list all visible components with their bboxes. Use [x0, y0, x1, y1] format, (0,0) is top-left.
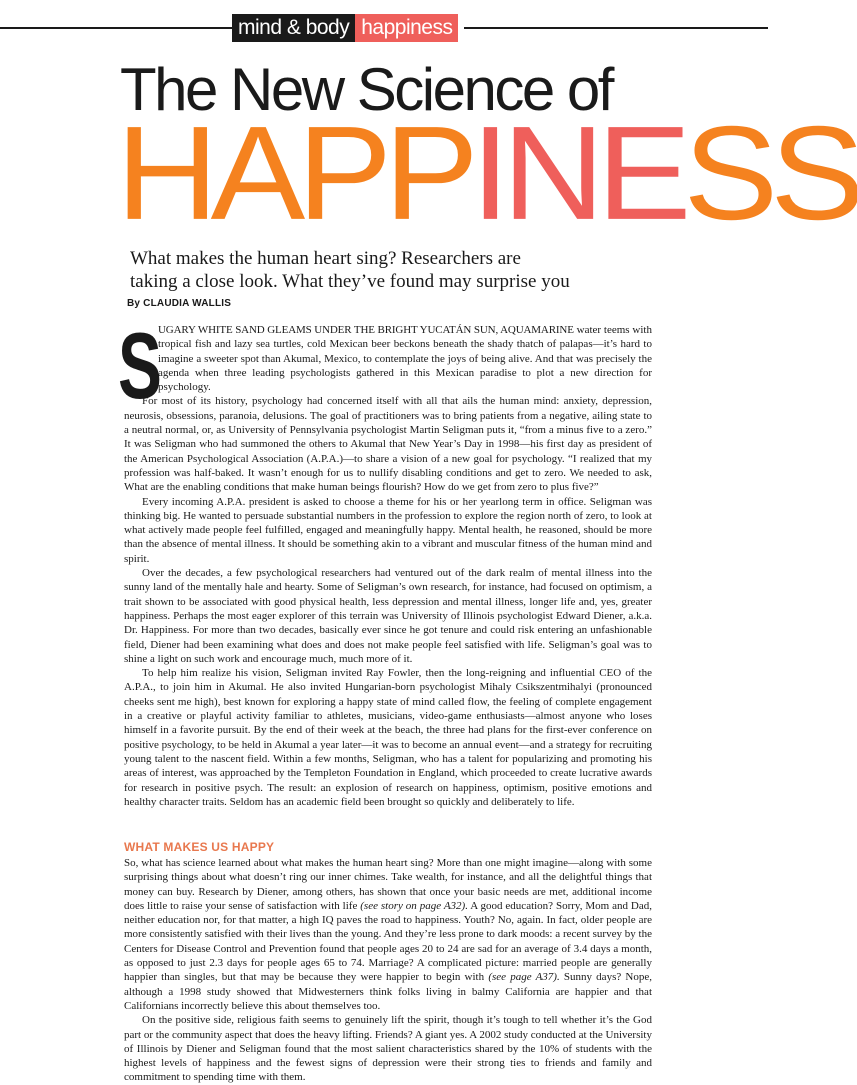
intro-smallcaps: UGARY WHITE SAND GLEAMS UNDER THE BRIGHT YUCATÁN SUN, AQUAMARINE: [158, 324, 574, 336]
headline-happiness: [116, 98, 857, 249]
page-reference: (see story on page A32).: [360, 899, 468, 912]
text-run: So, what has science learned about what makes the human heart sing? More than one might imagine—along with some surprising things about what doesn’t ring our inner chimes. Take wealth, for instance, and all the delightful things that money can buy. Research by Diener, among others, has shown that once your basic needs are met, additional income does little to raise your sense of satisfaction with life: [124, 857, 652, 912]
paragraph-text: water teems with tropical fish and lazy sea turtles, cold Mexican beer beckons beneath the shady thatch of palapas—it’s hard to imagine a sweeter spot than Akumal, Mexico, to contemplate the joys of being alive. And that was precisely the agenda when three leading psychologists gathered in this Mexican paradise to plot a new direction for psychology.: [158, 324, 652, 394]
header-rule-right: [464, 27, 768, 29]
deck: [130, 247, 690, 293]
headline-letter: N: [502, 98, 597, 249]
subhead: WHAT MAKES US HAPPY: [124, 840, 275, 854]
deck-line: taking a close look. What they’ve found may surprise you: [130, 271, 570, 292]
body-paragraph: To help him realize his vision, Seligman invited Ray Fowler, then the long-reigning and influential CEO of the A.P.A., to join him in Akumal. He also invited Hungarian-born psychologist Mihaly Csikszentmihalyi (pronounced cheeks sent me high), best known for exploring a happy state of mind called flow, the feeling of complete engagement in a creative or playful activity familiar to athletes, musicians, video-game enthusiasts—almost anyone who loses himself in a favorite pursuit. By the end of their week at the beach, the three had plans for the first-ever conference on positive psychology, to be held in Akumal a year later—it was to become an annual event—and a strategy for recruiting young talent to the nascent field. Within a few months, Seligman, who has a talent for popularizing and promoting his areas of interest, was approached by the Templeton Foundation in England, which proceeded to create lucrative awards for research in positive psych. The result: an explosion of research on happiness, optimism, positive emotions and healthy character traits. Seldom has an academic field been brought so quickly and deliberately to life.: [124, 667, 652, 808]
text-run: Sunny days? Nope, although a 1998 study showed that Midwesterners think folks living in balmy California are happier and that Californians incorrectly believe this about themselves too.: [124, 971, 652, 1012]
headline-letter: S: [683, 98, 771, 249]
headline-line1: The New Science of: [120, 56, 612, 123]
topic-label: happiness: [355, 14, 458, 42]
body-paragraph: Over the decades, a few psychological researchers had ventured out of the dark realm of mental illness into the sunny land of the mentally hale and hearty. Some of Seligman’s own research, for instance, had focused on optimism, a trait shown to be associated with good physical health, less depression and mental illness, longer life and, yes, greater happiness. Perhaps the most eager explorer of this terrain was University of Illinois psychologist Edward Diener, a.k.a. Dr. Happiness. For more than two decades, basically ever since he got tenure and could risk entering an unfashionable field, Diener had been examining what does and does not make people feel satisfied with life. Seligman’s goal was to shine a light on such work and encourage much, much more of it.: [124, 567, 652, 665]
headline-letter: E: [596, 98, 684, 249]
text-run: A good education? Sorry, Mom and Dad, neither education nor, for that matter, a high IQ paves the road to happiness. Youth? No, again. In fact, older people are more consistently satisfied with their lives than the young. And they’re less prone to dark moods: a recent survey by the Centers for Disease Control and Prevention found that people ages 20 to 24 are sad for an average of 3.4 days a month, as opposed to just 2.3 days for people ages 65 to 74. Marriage? A complicated picture: married people are generally happier than singles, but that may be because they were happier to begin with: [124, 899, 653, 984]
header-rule-left: [0, 27, 232, 29]
body-paragraph: [124, 856, 652, 1013]
article-body: [124, 323, 652, 809]
headline-letter: P: [384, 98, 471, 249]
headline-letter: S: [770, 98, 857, 249]
page-reference: (see page A37).: [488, 971, 560, 984]
article-body-section2: [124, 856, 652, 1085]
deck-line: What makes the human heart sing? Researchers are: [130, 248, 521, 269]
headline-letter: I: [470, 98, 503, 249]
section-label: mind & body: [232, 14, 355, 42]
headline-letter: P: [297, 98, 384, 249]
drop-cap: S: [118, 313, 162, 418]
section-kicker: [232, 14, 458, 42]
body-paragraph: For most of its history, psychology had concerned itself with all that ails the human mind: anxiety, depression, neurosis, obsessions, paranoia, delusions. The goal of practitioners was to bring patients from a negative, ailing state to a neutral normal, or, as University of Pennsylvania psychologist Martin Seligman puts it, “from a minus five to a zero.” It was Seligman who had summoned the others to Akumal that New Year’s Day in 1998—his first day as president of the American Psychological Association (A.P.A.)—to share a vision of a new goal for psychology. “I realized that my profession was half-baked. It wasn’t enough for us to nullify disabling conditions and get to zero. We needed to ask, What are the enabling conditions that make human beings flourish? How do we get from zero to plus five?”: [124, 395, 652, 494]
body-paragraph: Every incoming A.P.A. president is asked to choose a theme for his or her yearlong term in office. Seligman was thinking big. He wanted to persuade substantial numbers in the profession to explore the region north of zero, to look at what actively made people feel fulfilled, engaged and meaningfully happy. Mental health, he reasoned, should be more than the absence of mental illness. It should be something akin to a vibrant and muscular fitness of the human mind and spirit.: [124, 495, 652, 565]
headline-letter: A: [210, 98, 298, 249]
headline-letter: H: [116, 98, 211, 249]
byline: By CLAUDIA WALLIS: [127, 298, 232, 309]
intro-paragraph: [158, 323, 652, 394]
body-paragraph: On the positive side, religious faith seems to genuinely lift the spirit, though it’s tough to tell whether it’s the God part or the community aspect that does the heavy lifting. Friends? A giant yes. A 2002 study conducted at the University of Illinois by Diener and Seligman found that the most salient characteristics shared by the 10% of students with the highest levels of happiness and the fewest signs of depression were their strong ties to friends and family and commitment to spending time with them.: [124, 1014, 652, 1084]
